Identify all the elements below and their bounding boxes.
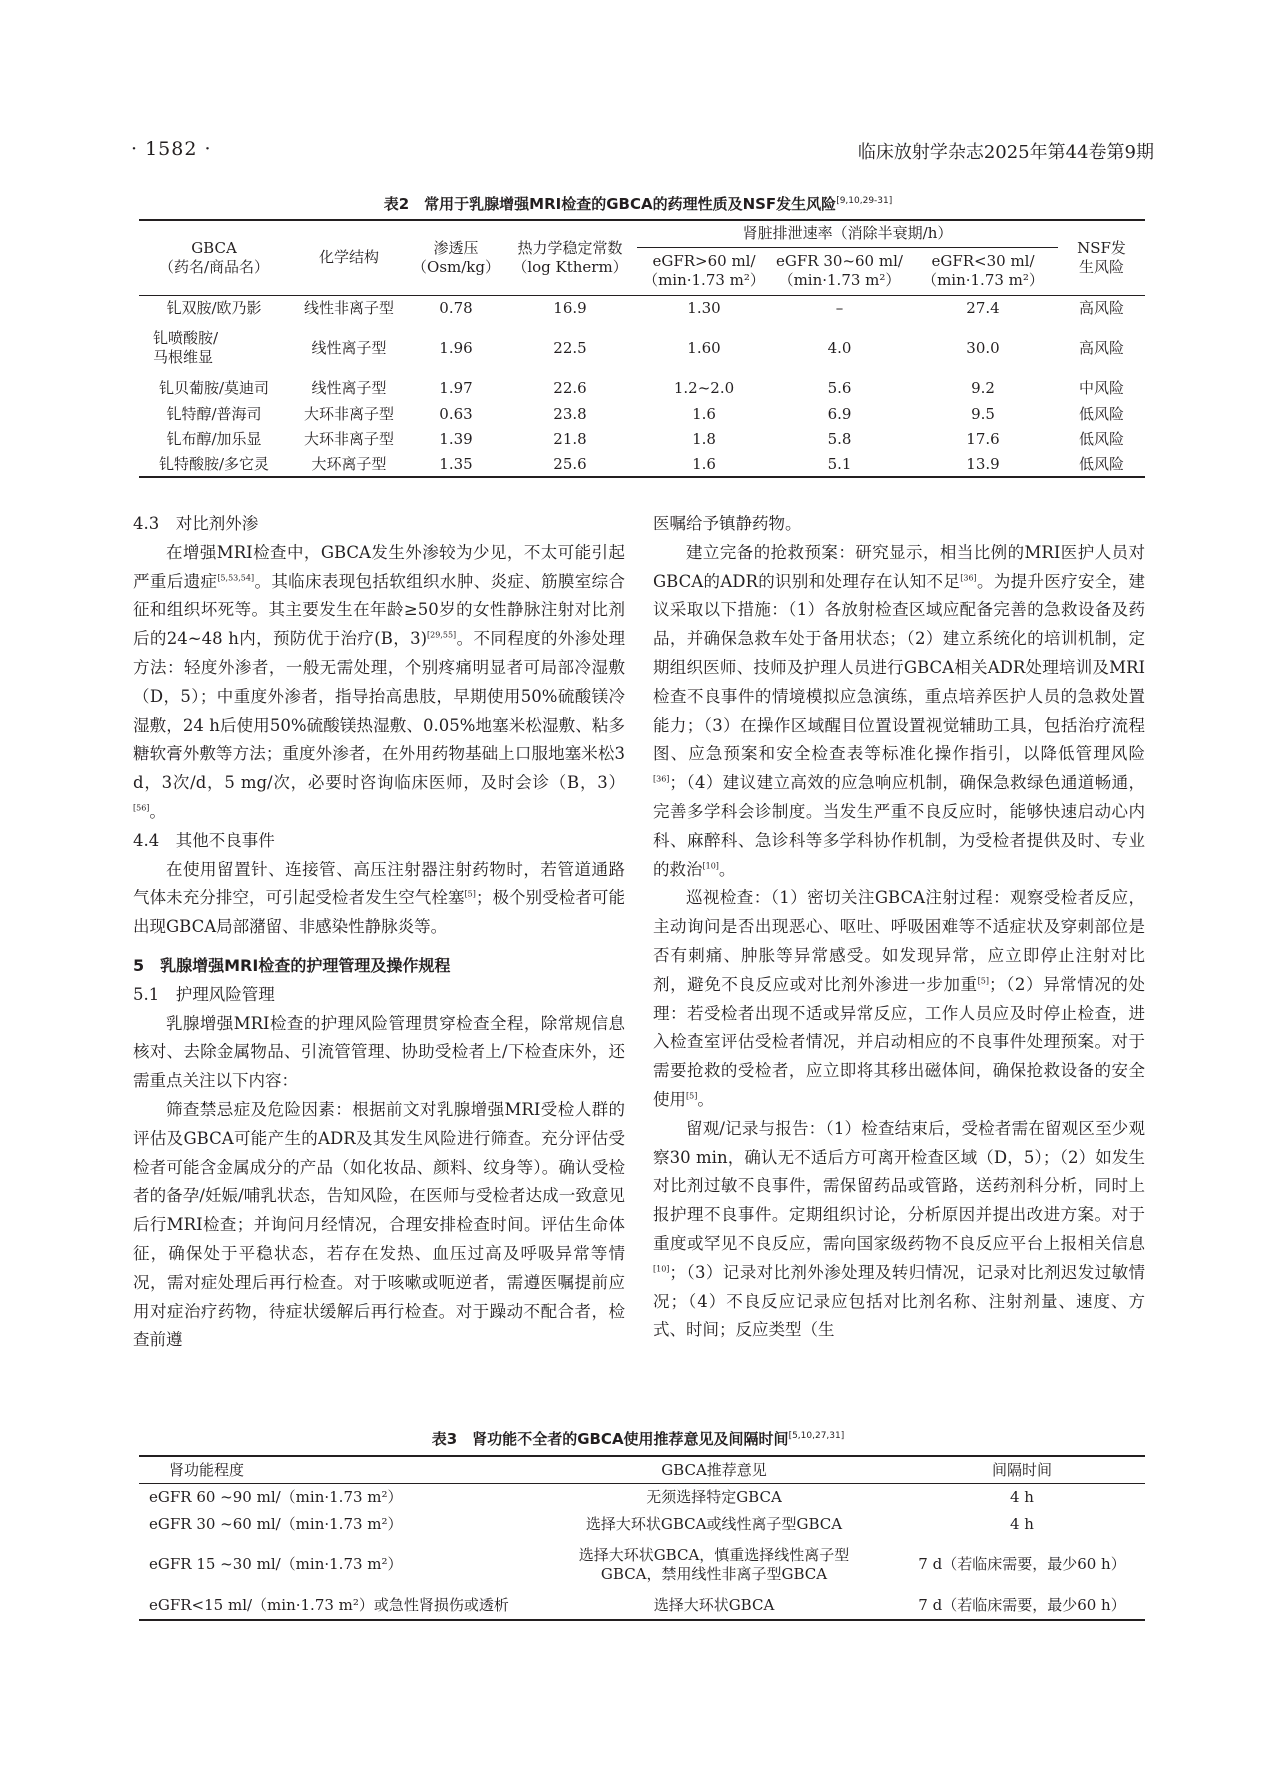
table2-cell-nsf: 高风险 [1078,299,1124,318]
table-row [139,322,1145,374]
table2-cell-nsf: 低风险 [1078,454,1124,473]
text: 。不同程度的外渗处理方法：轻度外渗者，一般无需处理，个别疼痛明显者可局部冷湿敷（D，5）；中重度外渗者，指导抬高患肢，早期使用50%硫酸镁冷湿敷，24 h后使用50%硫酸镁热湿敷、0.05%地塞米松湿敷、粘多糖软膏外敷等方法；重度外渗者，在外用药物基础上口服地塞米松3 d，3次/d，5 mg/次，必要时咨询临床医师，及时会诊（B，3） [133,629,626,793]
table2-header-osm-line2: （Osm/kg） [412,257,500,276]
text: 。为提升医疗安全，建议采取以下措施：（1）各放射检查区域应配备完善的急救设备及药品，并确保急救车处于备用状态；（2）建立系统化的培训机制，定期组织医师、技师及护理人员进行GBCA相关ADR处理培训及MRI检查不良事件的情境模拟应急演练，重点培养医护人员的急救处置能力；（3）在操作区域醒目位置设置视觉辅助工具，包括治疗流程图、应急预案和安全检查表等标准化操作指引，以降低管理风险 [653,571,1145,764]
table2-header-gbca-line2: （药名/商品名） [158,257,270,276]
table3-cell-recommendation: 无须选择特定GBCA [646,1487,782,1506]
table2-cell-egfr-low: 17.6 [966,430,1000,449]
table2-cell-name: 钆贝葡胺/莫迪司 [158,378,270,397]
table2-cell-structure: 大环非离子型 [303,430,394,449]
citation: [29,55] [427,630,457,640]
table2-cell-osm: 0.63 [439,405,473,424]
table2-cell-osm: 0.78 [439,299,473,318]
right-column [653,510,1145,1345]
paragraph [653,539,1145,885]
table2-header-renal: 肾脏排泄速率（消除半衰期/h） [637,220,1058,247]
table2-header-osm-line1: 渗透压 [433,239,479,257]
table2-cell-egfr-mid: 5.1 [827,454,852,473]
table-row [139,1511,1145,1538]
table2-cell-egfr-high: 1.8 [692,430,716,449]
table3-cell-interval: 4 h [1010,1487,1034,1506]
table3-caption-ref: [5,10,27,31] [788,1431,845,1441]
section-4-4-heading: 4.4 其他不良事件 [133,830,275,850]
table2-header-stability-line1: 热力学稳定常数 [517,239,623,257]
paragraph [133,856,625,942]
table2-cell-osm: 1.35 [439,454,473,473]
left-column [133,510,625,1355]
text: 。 [718,859,736,879]
table2-cell-nsf: 低风险 [1078,405,1124,424]
table2-cell-egfr-low: 13.9 [966,454,1000,473]
citation: [5] [977,976,989,986]
table2-cell-egfr-mid: 4.0 [827,338,852,357]
table2-cell-name-line2: 马根维显 [153,348,214,366]
table-row [139,295,1145,322]
table-row [139,427,1145,452]
table2-cell-name: 钆特醇/普海司 [166,405,262,424]
table-row [139,1592,1145,1620]
table2-header-egfr-low [908,247,1058,295]
paragraph [133,539,625,827]
table2-header-egfr-high [637,247,771,295]
table2-cell-structure: 线性离子型 [311,378,387,397]
table2-header-egfr-high-line2: （min·1.73 m²） [643,271,765,289]
text: 留观/记录与报告：（1）检查结束后，受检者需在留观区至少观察30 min，确认无不适后方可离开检查区域（D，5）；（2）如发生对比剂过敏不良事件，需保留药品或管路，送药剂科分析，同时上报护理不良事件。定期组织讨论，分析原因并提出改进方案。对于重度或罕见不良反应，需向国家级药物不良反应平台上报相关信息 [653,1118,1145,1253]
table3-cell-interval: 4 h [1010,1514,1034,1533]
table2-cell-nsf: 中风险 [1078,378,1124,397]
text: ；极个别受检者可能出现GBCA局部潴留、非感染性静脉炎等。 [133,888,626,937]
table2-cell-egfr-low: 27.4 [966,299,1000,318]
paragraph [653,1115,1145,1345]
text: 。其临床表现包括软组织水肿、炎症、筋膜室综合征和组织坏死等。其主要发生在年龄≥50岁的女性静脉注射对比剂后的24~48 h内，预防优于治疗(B，3) [133,571,626,649]
table2-header-nsf-line2: 生风险 [1078,257,1124,276]
text: 在增强MRI检查中，GBCA发生外渗较为少见，不太可能引起严重后遗症 [133,542,625,591]
table2-cell-structure: 线性非离子型 [303,299,394,318]
section-5-1-heading: 5.1 护理风险管理 [133,984,275,1004]
citation: [5] [686,1091,698,1101]
text: 在使用留置针、连接管、高压注射器注射药物时，若管道通路气体未充分排空，可引起受检者发生空气栓塞 [133,859,625,908]
section-5-heading: 5 乳腺增强MRI检查的护理管理及操作规程 [133,955,451,975]
table2-cell-nsf: 高风险 [1078,338,1124,357]
table3-cell-degree: eGFR<15 ml/（min·1.73 m²）或急性肾损伤或透析 [149,1595,509,1614]
table-row [139,452,1145,477]
table2-header-egfr-mid-line1: eGFR 30~60 ml/ [776,252,903,271]
table2-cell-stability: 23.8 [553,405,587,424]
text: ；（4）建议建立高效的应急响应机制，确保急救绿色通道畅通，完善多学科会诊制度。当发生严重不良反应时，能够快速启动心内科、麻醉科、急诊科等多学科协作机制，为受检者提供及时、专业的救治 [653,773,1145,879]
table2-cell-stability: 25.6 [553,454,587,473]
table3-cell-degree: eGFR 60 ~90 ml/（min·1.73 m²） [149,1487,403,1506]
table2-cell-name: 钆双胺/欧乃影 [166,299,262,318]
table2-cell-name: 钆布醇/加乐显 [166,430,262,449]
table2-cell-stability: 21.8 [553,430,587,449]
table3 [139,1455,1145,1621]
table2-cell-egfr-high: 1.6 [692,405,716,424]
paragraph: 医嘱给予镇静药物。 [653,514,802,533]
table3-cell-recommendation-line2: GBCA，禁用线性非离子型GBCA [600,1564,828,1583]
section-4-3-heading: 4.3 对比剂外渗 [133,514,259,533]
citation: [10] [653,1264,670,1274]
table2-cell-name [139,322,289,374]
paragraph: 筛查禁忌症及危险因素：根据前文对乳腺增强MRI受检人群的评估及GBCA可能产生的ADR及其发生风险进行筛查。充分评估受检者可能含金属成分的产品（如化妆品、颜料、纹身等）。确认受检者的备孕/妊娠/哺乳状态，告知风险，在医师与受检者达成一致意见后行MRI检查；并询问月经情况，合理安排检查时间。评估生命体征，确保处于平稳状态，若存在发热、血压过高及呼吸异常等情况，需对症处理后再行检查。对于咳嗽或呃逆者，需遵医嘱提前应用对症治疗药物，待症状缓解后再行检查。对于躁动不配合者，检查前遵 [133,1099,625,1350]
page-number: · 1582 · [131,138,212,160]
table2-cell-nsf: 低风险 [1078,430,1124,449]
text: 巡视检查：（1）密切关注GBCA注射过程：观察受检者反应，主动询问是否出现恶心、呕吐、呼吸困难等不适症状及穿刺部位是否有刺痛、肿胀等异常感受。如发现异常，应立即停止注射对比剂，避免不良反应或对比剂外渗进一步加重 [653,888,1145,994]
table-row [139,402,1145,427]
table2-header-egfr-low-line1: eGFR<30 ml/ [931,252,1035,271]
table3-header-degree: 肾功能程度 [139,1456,529,1484]
citation: [36] [653,774,670,784]
text: 建立完备的抢救预案：研究显示，相当比例的MRI医护人员对GBCA的ADR的识别和处理存在认知不足 [653,542,1145,591]
table3-cell-degree: eGFR 30 ~60 ml/（min·1.73 m²） [149,1514,403,1533]
table3-cell-interval: 7 d（若临床需要，最少60 h） [918,1595,1126,1614]
table2-cell-egfr-high: 1.30 [687,299,721,318]
table2-cell-egfr-high: 1.6 [692,454,716,473]
table2-cell-egfr-mid: 5.8 [827,430,852,449]
table2-header-egfr-mid [771,247,908,295]
paragraph [653,884,1145,1114]
citation: [5] [464,889,476,899]
table3-cell-degree: eGFR 15 ~30 ml/（min·1.73 m²） [149,1555,403,1574]
table2-caption-text: 表2 常用于乳腺增强MRI检查的GBCA的药理性质及NSF发生风险 [383,195,837,213]
table2-header-stability-line2: （log Ktherm） [512,257,628,276]
table2-cell-osm: 1.96 [439,338,473,357]
table2-header-stability [503,220,637,295]
journal-header: 临床放射学杂志2025年第44卷第9期 [857,142,1154,163]
citation: [10] [702,861,719,871]
table3-cell-recommendation [529,1538,899,1592]
text: ；（3）记录对比剂外渗处理及转归情况，记录对比剂迟发过敏情况；（4）不良反应记录应包括对比剂名称、注射剂量、速度、方式、时间；反应类型（生 [653,1262,1145,1340]
table2-cell-stability: 22.6 [553,378,587,397]
table2-header-osm [409,220,503,295]
table2-cell-egfr-high: 1.2~2.0 [673,378,735,397]
table3-cell-recommendation: 选择大环状GBCA [653,1595,775,1614]
text: ；（2）异常情况的处理：若受检者出现不适或异常反应，工作人员应及时停止检查，进入检查室评估受检者情况，并启动相应的不良事件处理预案。对于需要抢救的受检者，应立即将其移出磁体间，确保抢救设备的安全使用 [653,974,1146,1109]
table2-cell-osm: 1.97 [439,378,473,397]
table-row [139,1484,1145,1511]
table3-cell-interval: 7 d（若临床需要，最少60 h） [918,1555,1126,1574]
table2-cell-egfr-low: 30.0 [966,338,1000,357]
table2-cell-stability: 16.9 [553,299,587,318]
paragraph: 乳腺增强MRI检查的护理风险管理贯穿检查全程，除常规信息核对、去除金属物品、引流管管理、协助受检者上/下检查床外，还需重点关注以下内容： [133,1013,625,1091]
table2-cell-name: 钆特酸胺/多它灵 [158,454,270,473]
table3-header-interval: 间隔时间 [899,1456,1145,1484]
table2-cell-structure: 线性离子型 [311,338,387,357]
table3-cell-recommendation-line1: 选择大环状GBCA，慎重选择线性离子型 [578,1545,850,1564]
table3-caption-text: 表3 肾功能不全者的GBCA使用推荐意见及间隔时间 [431,1430,789,1448]
citation: [5,53,54] [217,573,255,583]
citation: [56] [133,803,150,813]
table2-header-gbca-line1: GBCA [191,239,237,257]
table2-cell-stability: 22.5 [553,338,587,357]
table2-cell-egfr-low: 9.2 [971,378,995,397]
table2-cell-structure: 大环离子型 [311,454,387,473]
table2-cell-egfr-mid: 5.6 [827,378,852,397]
citation: [36] [960,573,977,583]
table3-caption [0,1428,1276,1449]
table2-cell-name-line1: 钆喷酸胺/ [153,329,219,348]
table2-header-nsf [1058,220,1145,295]
table2-header-egfr-low-line2: （min·1.73 m²） [922,271,1044,289]
table2-cell-egfr-low: 9.5 [971,405,995,424]
table2-header-egfr-mid-line2: （min·1.73 m²） [778,271,901,289]
table2-cell-egfr-high: 1.60 [687,338,721,357]
table2-cell-egfr-mid: 6.9 [827,405,852,424]
text: 。 [697,1089,714,1109]
table2-cell-osm: 1.39 [439,430,473,449]
table2-header-gbca [139,220,289,295]
table3-cell-recommendation: 选择大环状GBCA或线性离子型GBCA [585,1514,843,1533]
table-row [139,374,1145,402]
table2-header-egfr-high-line1: eGFR>60 ml/ [652,252,756,271]
text: 。 [149,801,166,821]
table2-header-nsf-line1: NSF发 [1077,239,1126,257]
table2-cell-egfr-mid: – [835,299,844,318]
table3-header-recommendation: GBCA推荐意见 [529,1456,899,1484]
table2-caption-ref: [9,10,29-31] [836,196,893,206]
table2 [139,219,1145,478]
table-row [139,1538,1145,1592]
table2-cell-structure: 大环非离子型 [303,405,394,424]
table2-caption [0,193,1276,214]
table2-header-structure: 化学结构 [289,220,409,295]
